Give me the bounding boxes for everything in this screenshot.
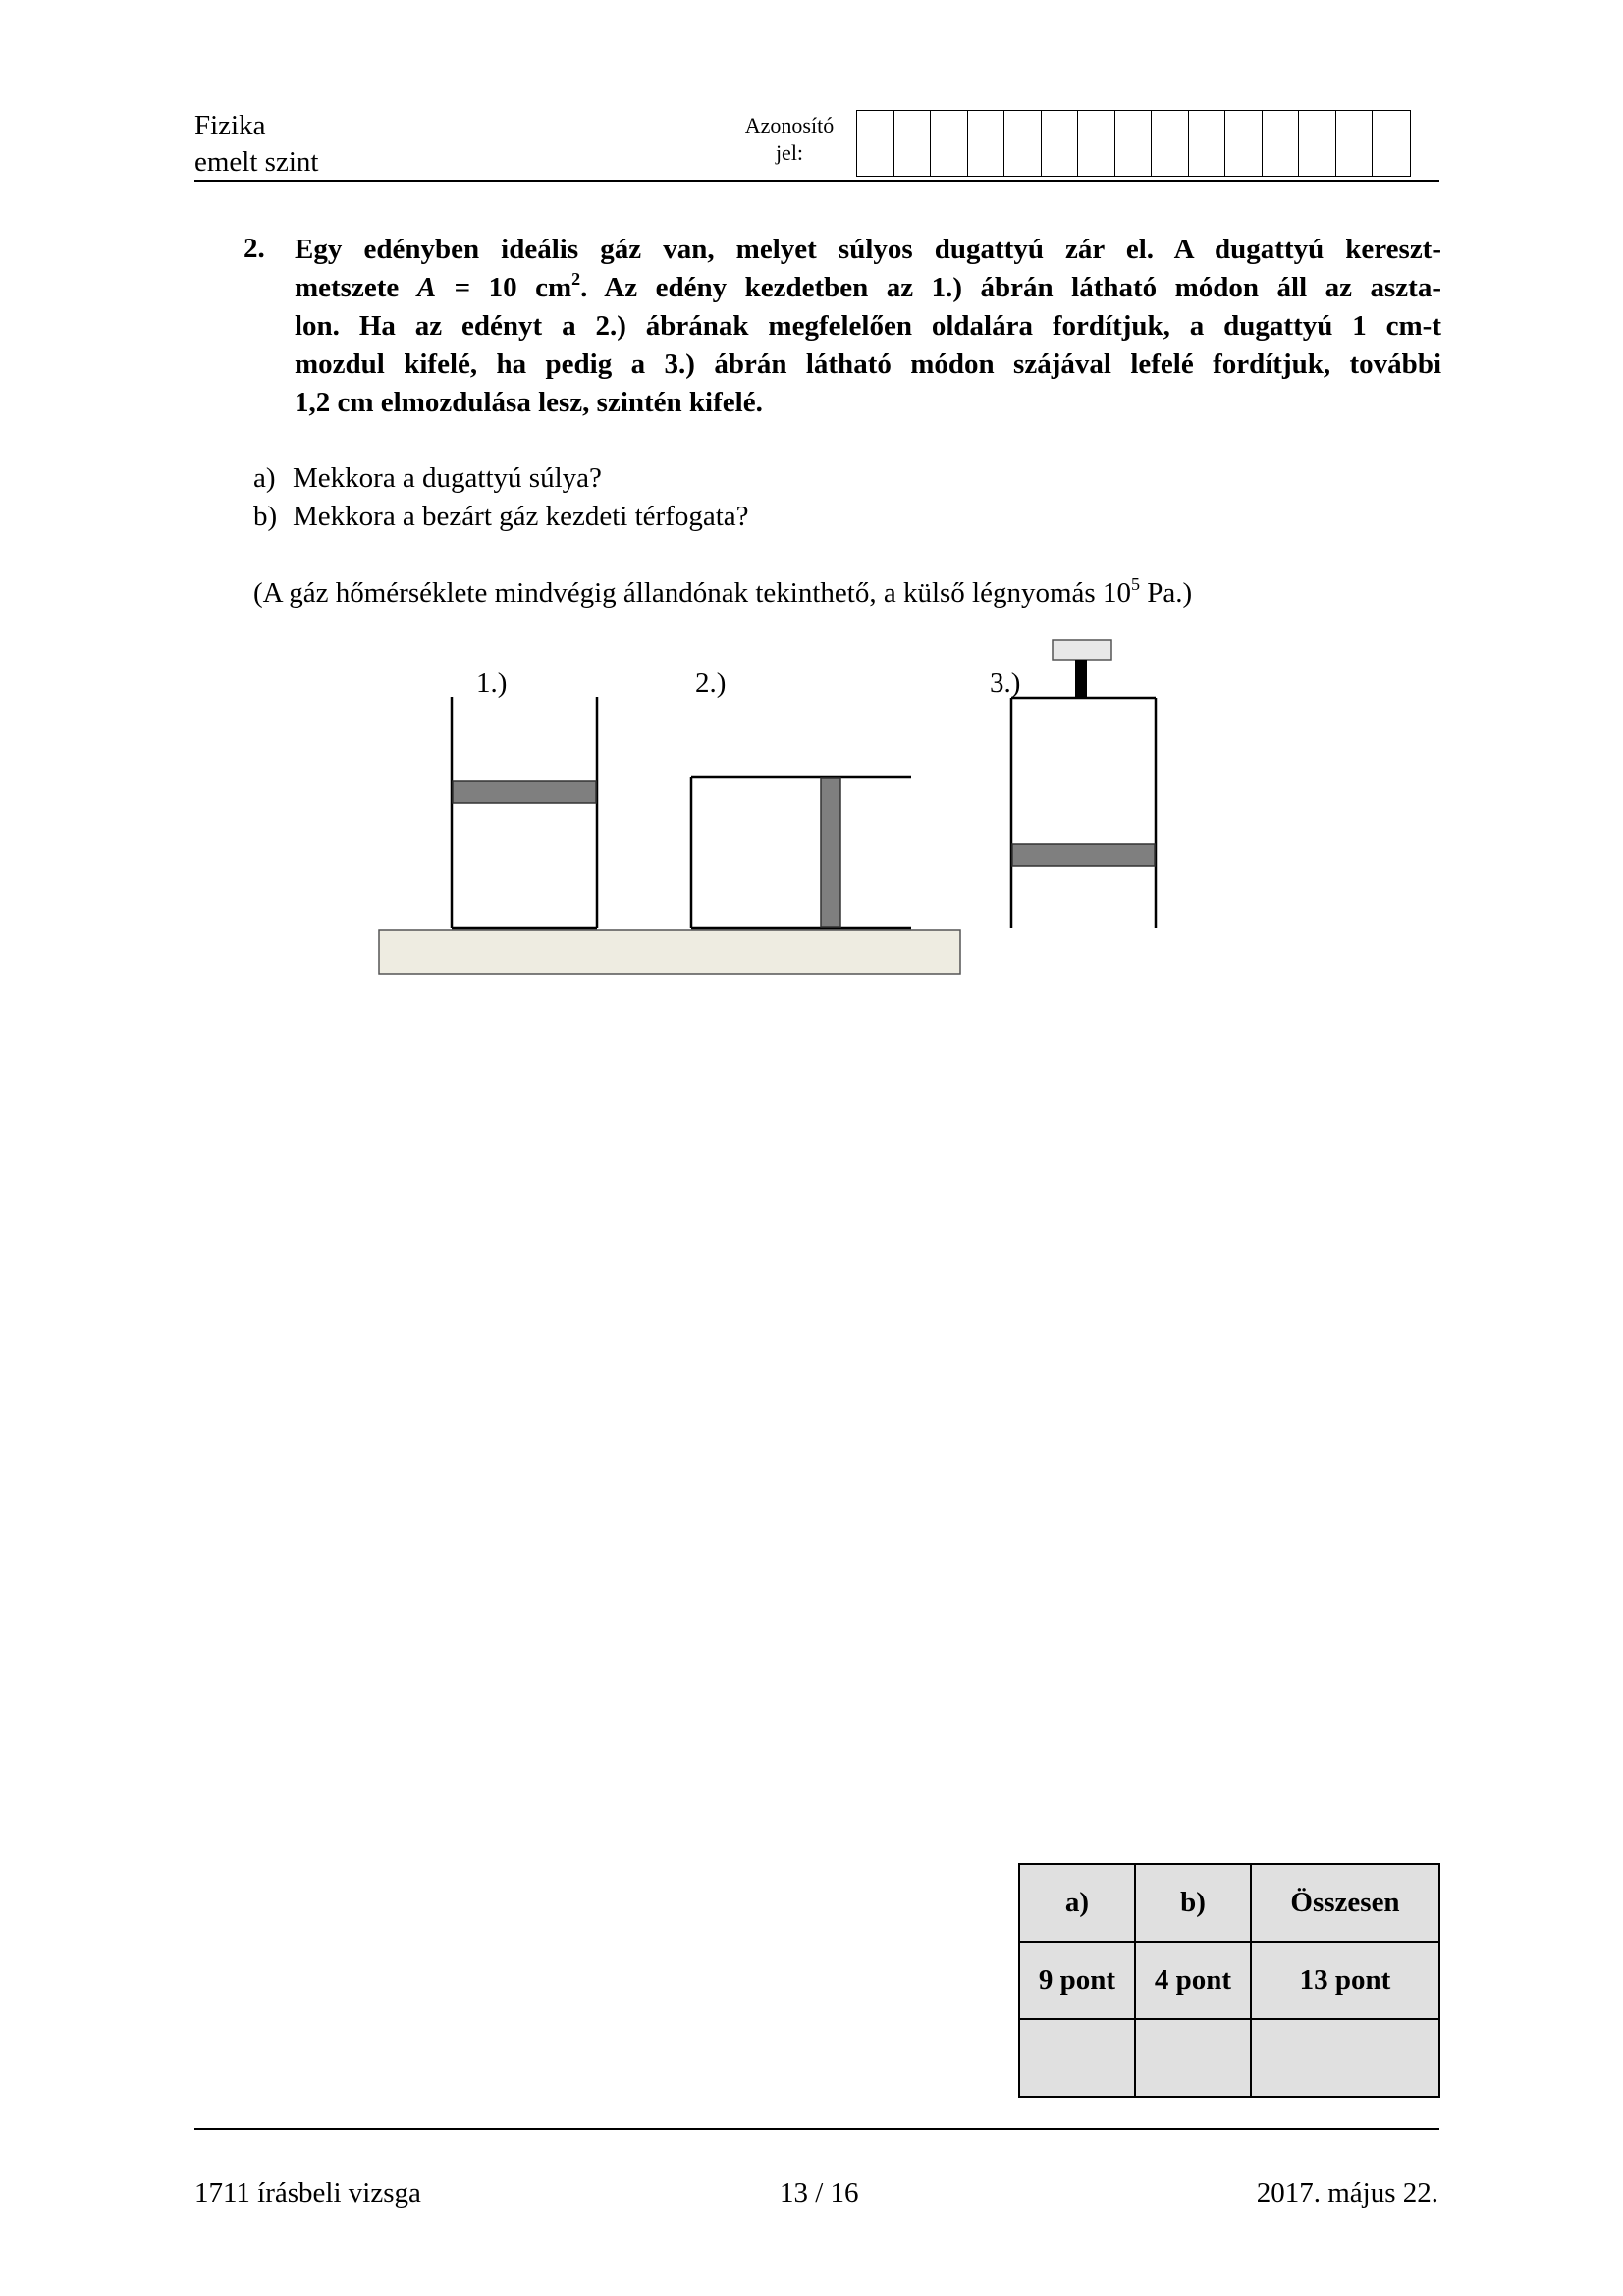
score-header-row bbox=[1019, 1864, 1439, 1942]
area-variable: A bbox=[416, 272, 437, 303]
score-header-a: a) bbox=[1019, 1864, 1135, 1942]
score-table bbox=[1018, 1863, 1440, 2098]
figure-label-3: 3.) bbox=[990, 667, 1021, 699]
problem-line-2-post: . Az edény kezdetben az 1.) ábrán látható módon áll az aszta- bbox=[580, 272, 1441, 303]
note-pre: (A gáz hőmérséklete mindvégig állandónak tekinthető, a külső légnyomás 10 bbox=[253, 577, 1131, 609]
question-a-key: a) bbox=[253, 462, 276, 494]
note-post: Pa.) bbox=[1139, 577, 1193, 609]
problem-number: 2. bbox=[243, 233, 265, 264]
id-label bbox=[727, 112, 852, 167]
area-exponent: 2 bbox=[571, 269, 581, 289]
table-surface bbox=[379, 930, 960, 974]
piston-2 bbox=[821, 778, 840, 927]
subject-name: Fizika bbox=[194, 110, 266, 141]
id-box[interactable] bbox=[1373, 111, 1410, 176]
problem-text bbox=[295, 231, 1441, 422]
footer-page-number: 13 / 16 bbox=[780, 2177, 859, 2209]
id-box[interactable] bbox=[857, 111, 894, 176]
footer-date: 2017. május 22. bbox=[1256, 2177, 1438, 2209]
weight-block bbox=[1053, 640, 1111, 660]
id-box[interactable] bbox=[1336, 111, 1374, 176]
score-empty-row bbox=[1019, 2019, 1439, 2097]
hanging-rod bbox=[1075, 660, 1087, 697]
question-b bbox=[253, 498, 749, 536]
questions-list bbox=[253, 459, 749, 536]
problem-line-4: mozdul kifelé, ha pedig a 3.) ábrán látható módon szájával lefelé fordítjuk, további bbox=[295, 348, 1441, 380]
cylinder-3 bbox=[1011, 640, 1156, 928]
id-box[interactable] bbox=[968, 111, 1005, 176]
problem-line-5: 1,2 cm elmozdulása lesz, szintén kifelé. bbox=[295, 387, 763, 418]
figure-label-1: 1.) bbox=[476, 667, 508, 699]
question-b-text: Mekkora a bezárt gáz kezdeti térfogata? bbox=[293, 501, 749, 532]
score-points-a: 9 pont bbox=[1019, 1942, 1135, 2019]
id-box[interactable] bbox=[1004, 111, 1042, 176]
score-points-b: 4 pont bbox=[1135, 1942, 1251, 2019]
note bbox=[253, 574, 1192, 613]
id-boxes bbox=[856, 110, 1411, 177]
id-box[interactable] bbox=[1263, 111, 1300, 176]
cylinder-1 bbox=[452, 697, 597, 928]
piston-1 bbox=[453, 781, 596, 803]
score-points-total: 13 pont bbox=[1251, 1942, 1439, 2019]
score-header-b: b) bbox=[1135, 1864, 1251, 1942]
problem-line-3: lon. Ha az edényt a 2.) ábrának megfelelően oldalára fordítjuk, a dugattyú 1 cm-t bbox=[295, 310, 1441, 342]
id-box[interactable] bbox=[1042, 111, 1079, 176]
cylinder-figure bbox=[373, 633, 1178, 987]
id-box[interactable] bbox=[1078, 111, 1115, 176]
problem-line-2-mid: = 10 cm bbox=[436, 272, 572, 303]
problem-line-1: Egy edényben ideális gáz van, melyet súlyos dugattyú zár el. A dugattyú kereszt- bbox=[295, 234, 1441, 265]
score-entry-a[interactable] bbox=[1019, 2019, 1135, 2097]
figure-label-2: 2.) bbox=[695, 667, 727, 699]
score-header-total: Összesen bbox=[1251, 1864, 1439, 1942]
id-label-line-2: jel: bbox=[775, 140, 804, 165]
id-box[interactable] bbox=[1115, 111, 1153, 176]
subject-level: emelt szint bbox=[194, 146, 319, 178]
id-box[interactable] bbox=[1152, 111, 1189, 176]
question-a-text: Mekkora a dugattyú súlya? bbox=[293, 462, 602, 494]
piston-3 bbox=[1012, 844, 1155, 866]
subject-header bbox=[194, 108, 318, 181]
footer-exam-code: 1711 írásbeli vizsga bbox=[194, 2177, 421, 2209]
cylinder-2 bbox=[691, 777, 911, 928]
question-b-key: b) bbox=[253, 501, 278, 532]
id-box[interactable] bbox=[1189, 111, 1226, 176]
score-points-row bbox=[1019, 1942, 1439, 2019]
id-label-line-1: Azonosító bbox=[744, 113, 835, 137]
id-box[interactable] bbox=[931, 111, 968, 176]
footer-rule bbox=[194, 2128, 1439, 2130]
id-box[interactable] bbox=[1299, 111, 1336, 176]
id-box[interactable] bbox=[894, 111, 932, 176]
problem-line-2 bbox=[295, 269, 1441, 307]
problem-line-2-pre: metszete bbox=[295, 272, 417, 303]
score-entry-b[interactable] bbox=[1135, 2019, 1251, 2097]
id-box[interactable] bbox=[1225, 111, 1263, 176]
note-exponent: 5 bbox=[1130, 574, 1140, 594]
header-rule bbox=[194, 180, 1439, 182]
score-entry-total[interactable] bbox=[1251, 2019, 1439, 2097]
question-a bbox=[253, 459, 749, 498]
